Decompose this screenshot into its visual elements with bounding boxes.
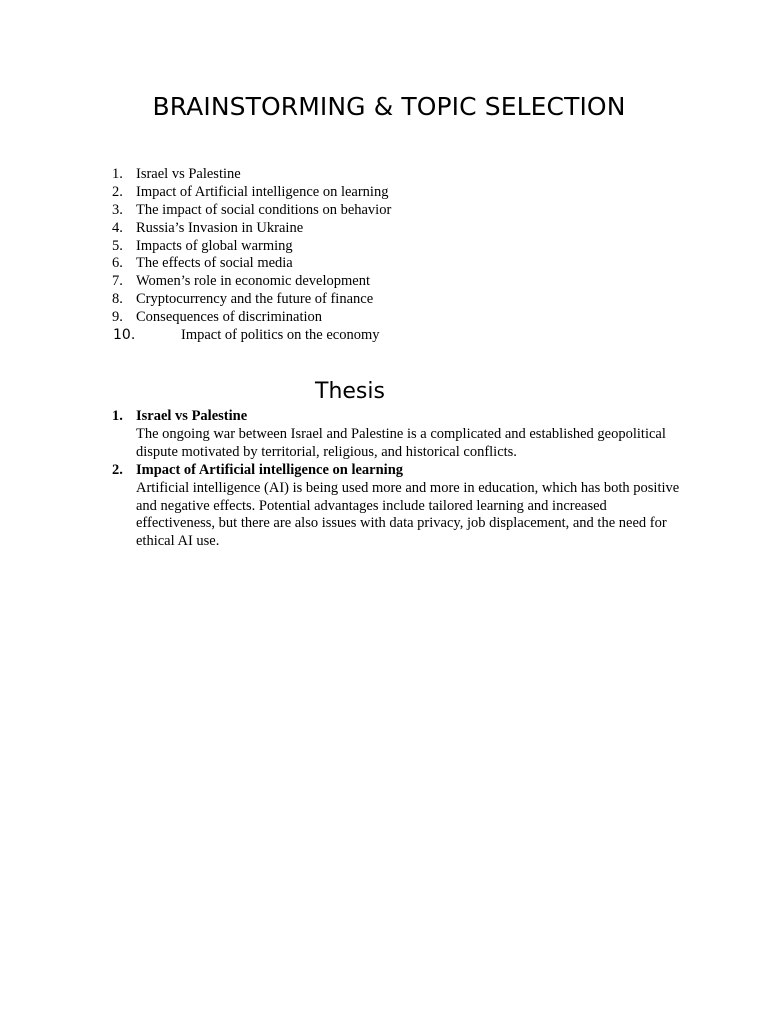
topic-item — [0, 309, 700, 327]
topic-number: 9. — [112, 309, 123, 326]
topic-text: Israel vs Palestine — [136, 166, 241, 182]
topic-item — [0, 238, 700, 256]
topic-text: The effects of social media — [136, 255, 293, 272]
topic-number: 7. — [112, 273, 123, 290]
thesis-item-body: Artificial intelligence (AI) is being used more and more in education, which has both positive and negative effects. Potential advantages include tailored learning and increased effectiveness, but there are also issues with data privacy, job displacement, and the need for ethical AI use. — [136, 479, 680, 550]
thesis-number: 2. — [112, 461, 123, 478]
thesis-number: 1. — [112, 408, 123, 424]
thesis-item-body: The ongoing war between Israel and Palestine is a complicated and established geopolitical dispute motivated by territorial, religious, and historical conflicts. — [136, 425, 666, 460]
topic-item — [0, 255, 700, 273]
topic-number: 5. — [112, 237, 123, 254]
topic-number: 1. — [112, 166, 123, 182]
topic-text: Cryptocurrency and the future of finance — [136, 291, 374, 308]
topic-text: Impact of Artificial intelligence on learning — [136, 183, 389, 200]
topic-text: Impacts of global warming — [136, 237, 293, 254]
topic-number: 2. — [112, 183, 123, 200]
topic-item — [0, 220, 700, 238]
topic-item — [0, 273, 700, 291]
topic-number: 3. — [112, 201, 123, 218]
topic-item — [0, 327, 700, 345]
thesis-item-heading: Impact of Artificial intelligence on learning — [136, 461, 404, 478]
topic-text: Consequences of discrimination — [136, 309, 323, 326]
thesis-heading: Thesis — [315, 379, 385, 404]
topic-item — [0, 184, 700, 202]
thesis-item — [0, 408, 700, 462]
topic-number: 6. — [112, 255, 123, 272]
topic-number: 8. — [112, 291, 123, 308]
topic-text: Impact of politics on the economy — [181, 327, 380, 344]
topic-text: The impact of social conditions on behavior — [136, 201, 392, 218]
thesis-list — [0, 408, 700, 551]
topic-item — [0, 166, 700, 184]
topic-list — [0, 166, 700, 345]
document-title: BRAINSTORMING & TOPIC SELECTION — [152, 92, 626, 121]
topic-item — [0, 291, 700, 309]
topic-item — [0, 202, 700, 220]
topic-text: Russia’s Invasion in Ukraine — [136, 219, 304, 236]
thesis-item-heading: Israel vs Palestine — [136, 408, 248, 424]
topic-text: Women’s role in economic development — [136, 273, 370, 290]
thesis-item — [0, 462, 700, 552]
topic-number: 10. — [113, 327, 136, 344]
topic-number: 4. — [112, 219, 123, 236]
